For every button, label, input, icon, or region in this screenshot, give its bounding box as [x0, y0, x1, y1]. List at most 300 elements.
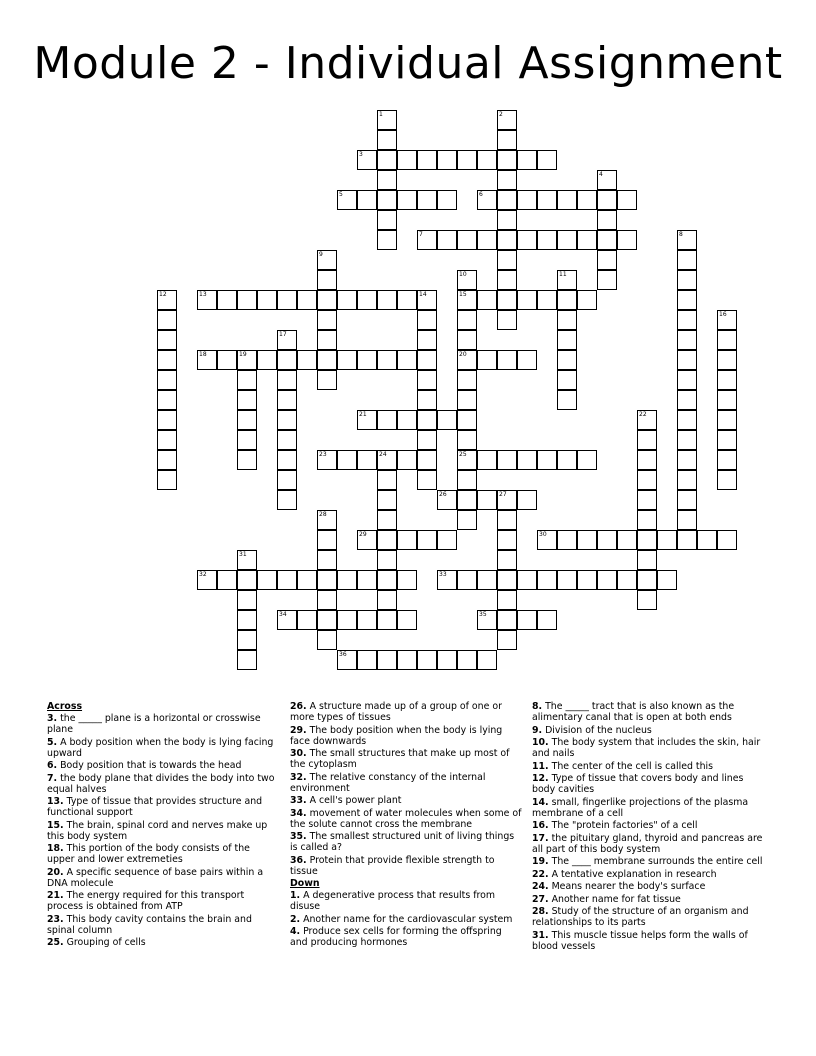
grid-cell[interactable]: [457, 310, 477, 330]
grid-cell[interactable]: [157, 350, 177, 370]
grid-cell[interactable]: [477, 570, 497, 590]
grid-cell[interactable]: [537, 570, 557, 590]
grid-cell[interactable]: [717, 530, 737, 550]
grid-cell[interactable]: [337, 570, 357, 590]
grid-cell[interactable]: [677, 490, 697, 510]
grid-cell[interactable]: [497, 590, 517, 610]
clue-number-17: 17: [279, 331, 287, 338]
clue-item: 26. A structure made up of a group of one or more types of tissues: [290, 701, 502, 723]
grid-cell[interactable]: [557, 390, 577, 410]
grid-cell[interactable]: [397, 150, 417, 170]
grid-cell[interactable]: [557, 450, 577, 470]
clue-number: 13.: [47, 796, 64, 807]
grid-cell[interactable]: [637, 490, 657, 510]
clue-item: 22. A tentative explanation in research: [532, 868, 717, 880]
clue-number: 1.: [290, 890, 301, 901]
clue-number-26: 26: [439, 491, 447, 498]
grid-cell[interactable]: [397, 610, 417, 630]
clue-number: 8.: [532, 701, 543, 712]
grid-cell[interactable]: [417, 190, 437, 210]
grid-cell[interactable]: [517, 490, 537, 510]
grid-cell[interactable]: [317, 630, 337, 650]
grid-cell[interactable]: [397, 650, 417, 670]
clue-number-22: 22: [639, 411, 647, 418]
grid-cell[interactable]: [517, 450, 537, 470]
grid-cell[interactable]: [577, 230, 597, 250]
grid-cell[interactable]: [597, 250, 617, 270]
grid-cell[interactable]: [577, 530, 597, 550]
grid-cell[interactable]: [417, 410, 437, 430]
grid-cell[interactable]: [377, 470, 397, 490]
grid-cell[interactable]: [497, 610, 517, 630]
clue-item: 29. The body position when the body is lying face downwards: [290, 724, 503, 747]
grid-cell[interactable]: [157, 410, 177, 430]
grid-cell[interactable]: [317, 590, 337, 610]
grid-cell[interactable]: [357, 650, 377, 670]
grid-cell[interactable]: [157, 450, 177, 470]
grid-cell[interactable]: [317, 270, 337, 290]
grid-cell[interactable]: [457, 430, 477, 450]
clue-number-31: 31: [239, 551, 247, 558]
grid-cell[interactable]: [377, 510, 397, 530]
clue-number-14: 14: [419, 291, 427, 298]
grid-cell[interactable]: [277, 390, 297, 410]
grid-cell[interactable]: [657, 570, 677, 590]
clue-item: 5. A body position when the body is lying facing upward: [47, 736, 274, 759]
grid-cell[interactable]: [617, 230, 637, 250]
grid-cell[interactable]: [677, 290, 697, 310]
grid-cell[interactable]: [457, 330, 477, 350]
grid-cell[interactable]: [437, 190, 457, 210]
grid-cell[interactable]: [217, 350, 237, 370]
grid-cell[interactable]: [397, 290, 417, 310]
grid-cell[interactable]: [377, 190, 397, 210]
clue-item: 16. The "protein factories" of a cell: [532, 820, 698, 831]
grid-cell[interactable]: [677, 470, 697, 490]
clue-item: 4. Produce sex cells for forming the offspring and producing hormones: [290, 926, 502, 948]
grid-cell[interactable]: [377, 230, 397, 250]
grid-cell[interactable]: [357, 610, 377, 630]
grid-cell[interactable]: [677, 250, 697, 270]
clue-number: 28.: [532, 906, 549, 917]
grid-cell[interactable]: [317, 290, 337, 310]
grid-cell[interactable]: [237, 590, 257, 610]
grid-cell[interactable]: [537, 290, 557, 310]
grid-cell[interactable]: [577, 290, 597, 310]
clue-number-34: 34: [279, 611, 287, 618]
grid-cell[interactable]: [517, 150, 537, 170]
grid-cell[interactable]: [317, 530, 337, 550]
grid-cell[interactable]: [157, 390, 177, 410]
grid-cell[interactable]: [677, 350, 697, 370]
grid-cell[interactable]: [497, 230, 517, 250]
grid-cell[interactable]: [217, 570, 237, 590]
grid-cell[interactable]: [637, 570, 657, 590]
grid-cell[interactable]: [237, 410, 257, 430]
grid-cell[interactable]: [277, 410, 297, 430]
grid-cell[interactable]: [297, 290, 317, 310]
grid-cell[interactable]: [157, 330, 177, 350]
clue-item: 25. Grouping of cells: [47, 937, 146, 948]
clue-number-16: 16: [719, 311, 727, 318]
clue-item: 34. movement of water molecules when some of the solute cannot cross the membrane: [290, 807, 522, 830]
clue-item: 24. Means nearer the body's surface: [532, 881, 706, 892]
grid-cell[interactable]: [497, 250, 517, 270]
clue-item: 30. The small structures that make up most of the cytoplasm: [290, 748, 510, 770]
grid-cell[interactable]: [717, 330, 737, 350]
grid-cell[interactable]: [717, 350, 737, 370]
grid-cell[interactable]: [717, 450, 737, 470]
grid-cell[interactable]: [457, 650, 477, 670]
clue-number: 35.: [290, 831, 307, 842]
grid-cell[interactable]: [677, 530, 697, 550]
grid-cell[interactable]: [457, 390, 477, 410]
grid-cell[interactable]: [337, 350, 357, 370]
grid-cell[interactable]: [677, 450, 697, 470]
clue-item: 10. The body system that includes the skin, hair and nails: [532, 737, 761, 759]
grid-cell[interactable]: [417, 430, 437, 450]
grid-cell[interactable]: [237, 430, 257, 450]
clue-number-33: 33: [439, 571, 447, 578]
grid-cell[interactable]: [717, 410, 737, 430]
grid-cell[interactable]: [417, 450, 437, 470]
clue-number-30: 30: [539, 531, 547, 538]
grid-cell[interactable]: [377, 350, 397, 370]
clue-item: 36. Protein that provide flexible strength to tissue: [290, 854, 495, 877]
grid-cell[interactable]: [457, 410, 477, 430]
grid-cell[interactable]: [477, 490, 497, 510]
grid-cell[interactable]: [557, 570, 577, 590]
grid-cell[interactable]: [317, 570, 337, 590]
grid-cell[interactable]: [557, 330, 577, 350]
grid-cell[interactable]: [377, 650, 397, 670]
clue-header-across: Across: [47, 701, 83, 712]
grid-cell[interactable]: [637, 530, 657, 550]
clue-number-27: 27: [499, 491, 507, 498]
grid-cell[interactable]: [597, 570, 617, 590]
grid-cell[interactable]: [677, 310, 697, 330]
grid-cell[interactable]: [637, 430, 657, 450]
grid-cell[interactable]: [257, 570, 277, 590]
grid-cell[interactable]: [157, 470, 177, 490]
clue-number: 23.: [47, 913, 64, 925]
grid-cell[interactable]: [377, 570, 397, 590]
grid-cell[interactable]: [437, 410, 457, 430]
clue-number-12: 12: [159, 291, 167, 298]
grid-cell[interactable]: [517, 350, 537, 370]
grid-cell[interactable]: [317, 610, 337, 630]
grid-cell[interactable]: [537, 230, 557, 250]
grid-cell[interactable]: [277, 490, 297, 510]
grid-cell[interactable]: [537, 610, 557, 630]
grid-cell[interactable]: [477, 650, 497, 670]
grid-cell[interactable]: [617, 190, 637, 210]
grid-cell[interactable]: [477, 450, 497, 470]
grid-cell[interactable]: [497, 310, 517, 330]
grid-cell[interactable]: [357, 450, 377, 470]
grid-cell[interactable]: [717, 470, 737, 490]
grid-cell[interactable]: [557, 370, 577, 390]
grid-cell[interactable]: [437, 530, 457, 550]
grid-cell[interactable]: [637, 470, 657, 490]
grid-cell[interactable]: [497, 210, 517, 230]
clue-number: 31.: [532, 929, 549, 941]
grid-cell[interactable]: [497, 130, 517, 150]
grid-cell[interactable]: [417, 150, 437, 170]
grid-cell[interactable]: [717, 430, 737, 450]
grid-cell[interactable]: [237, 610, 257, 630]
grid-cell[interactable]: [397, 190, 417, 210]
grid-cell[interactable]: [277, 430, 297, 450]
clue-number-19: 19: [239, 351, 247, 358]
grid-cell[interactable]: [457, 570, 477, 590]
grid-cell[interactable]: [697, 530, 717, 550]
clue-number-10: 10: [459, 271, 467, 278]
clue-number-21: 21: [359, 411, 367, 418]
grid-cell[interactable]: [357, 290, 377, 310]
clue-number: 30.: [290, 748, 307, 759]
grid-cell[interactable]: [717, 390, 737, 410]
clue-number-1: 1: [379, 111, 383, 118]
grid-cell[interactable]: [557, 190, 577, 210]
grid-cell[interactable]: [277, 450, 297, 470]
grid-cell[interactable]: [397, 530, 417, 550]
grid-cell[interactable]: [497, 550, 517, 570]
grid-cell[interactable]: [237, 370, 257, 390]
grid-cell[interactable]: [377, 290, 397, 310]
grid-cell[interactable]: [497, 570, 517, 590]
grid-cell[interactable]: [517, 610, 537, 630]
grid-cell[interactable]: [457, 470, 477, 490]
grid-cell[interactable]: [677, 330, 697, 350]
clue-number-24: 24: [379, 451, 387, 458]
grid-cell[interactable]: [677, 410, 697, 430]
clue-number-32: 32: [199, 571, 207, 578]
grid-cell[interactable]: [517, 290, 537, 310]
grid-cell[interactable]: [477, 290, 497, 310]
grid-cell[interactable]: [497, 450, 517, 470]
clue-item: 9. Division of the nucleus: [532, 724, 652, 736]
grid-cell[interactable]: [277, 290, 297, 310]
grid-cell[interactable]: [597, 230, 617, 250]
grid-cell[interactable]: [497, 270, 517, 290]
grid-cell[interactable]: [357, 190, 377, 210]
grid-cell[interactable]: [157, 310, 177, 330]
grid-cell[interactable]: [157, 370, 177, 390]
clue-item: 8. The _____ tract that is also known as the alimentary canal that is open at both ends: [532, 701, 735, 723]
grid-cell[interactable]: [417, 650, 437, 670]
grid-cell[interactable]: [377, 530, 397, 550]
grid-cell[interactable]: [497, 510, 517, 530]
clue-number: 7.: [47, 772, 58, 784]
grid-cell[interactable]: [537, 190, 557, 210]
grid-cell[interactable]: [377, 130, 397, 150]
clue-item: 31. This muscle tissue helps form the walls of blood vessels: [532, 929, 748, 952]
grid-cell[interactable]: [517, 230, 537, 250]
grid-cell[interactable]: [597, 270, 617, 290]
grid-cell[interactable]: [497, 150, 517, 170]
grid-cell[interactable]: [157, 430, 177, 450]
grid-cell[interactable]: [297, 570, 317, 590]
grid-cell[interactable]: [457, 510, 477, 530]
grid-cell[interactable]: [277, 570, 297, 590]
grid-cell[interactable]: [297, 350, 317, 370]
grid-cell[interactable]: [277, 370, 297, 390]
grid-cell[interactable]: [557, 350, 577, 370]
clue-item: 27. Another name for fat tissue: [532, 893, 681, 905]
grid-cell[interactable]: [317, 330, 337, 350]
grid-cell[interactable]: [637, 510, 657, 530]
grid-cell[interactable]: [497, 190, 517, 210]
grid-cell[interactable]: [597, 190, 617, 210]
grid-cell[interactable]: [377, 210, 397, 230]
grid-cell[interactable]: [677, 510, 697, 530]
grid-cell[interactable]: [277, 470, 297, 490]
clue-item: 32. The relative constancy of the internal environment: [290, 771, 486, 794]
grid-cell[interactable]: [397, 570, 417, 590]
grid-cell[interactable]: [437, 150, 457, 170]
grid-cell[interactable]: [677, 390, 697, 410]
grid-cell[interactable]: [477, 350, 497, 370]
grid-cell[interactable]: [277, 350, 297, 370]
grid-cell[interactable]: [377, 170, 397, 190]
grid-cell[interactable]: [717, 370, 737, 390]
grid-cell[interactable]: [237, 290, 257, 310]
grid-cell[interactable]: [317, 350, 337, 370]
clue-number: 24.: [532, 881, 549, 892]
grid-cell[interactable]: [397, 450, 417, 470]
grid-cell[interactable]: [377, 550, 397, 570]
grid-cell[interactable]: [657, 530, 677, 550]
grid-cell[interactable]: [677, 270, 697, 290]
grid-cell[interactable]: [437, 650, 457, 670]
grid-cell[interactable]: [237, 570, 257, 590]
clue-item: 3. the _____ plane is a horizontal or crosswise plane: [47, 713, 261, 735]
clue-number: 33.: [290, 795, 307, 806]
grid-cell[interactable]: [237, 630, 257, 650]
grid-cell[interactable]: [537, 450, 557, 470]
clue-number: 12.: [532, 773, 549, 784]
clue-item: 6. Body position that is towards the head: [47, 760, 242, 771]
grid-cell[interactable]: [417, 470, 437, 490]
grid-cell[interactable]: [597, 530, 617, 550]
clue-item: 2. Another name for the cardiovascular system: [290, 913, 513, 925]
grid-cell[interactable]: [257, 350, 277, 370]
clue-number: 15.: [47, 819, 64, 831]
clue-number: 26.: [290, 701, 307, 712]
grid-cell[interactable]: [637, 450, 657, 470]
grid-cell[interactable]: [617, 530, 637, 550]
grid-cell[interactable]: [577, 190, 597, 210]
grid-cell[interactable]: [457, 230, 477, 250]
grid-cell[interactable]: [497, 290, 517, 310]
clue-number: 34.: [290, 807, 307, 819]
grid-cell[interactable]: [477, 150, 497, 170]
grid-cell[interactable]: [377, 410, 397, 430]
grid-cell[interactable]: [357, 570, 377, 590]
grid-cell[interactable]: [677, 430, 697, 450]
grid-cell[interactable]: [617, 570, 637, 590]
grid-cell[interactable]: [417, 390, 437, 410]
grid-cell[interactable]: [557, 290, 577, 310]
clue-number-20: 20: [459, 351, 467, 358]
grid-cell[interactable]: [637, 590, 657, 610]
clue-number: 14.: [532, 796, 549, 808]
grid-cell[interactable]: [417, 310, 437, 330]
clue-item: 33. A cell's power plant: [290, 795, 402, 806]
grid-cell[interactable]: [497, 170, 517, 190]
grid-cell[interactable]: [417, 350, 437, 370]
grid-cell[interactable]: [317, 310, 337, 330]
grid-cell[interactable]: [677, 370, 697, 390]
grid-cell[interactable]: [497, 530, 517, 550]
grid-cell[interactable]: [237, 650, 257, 670]
grid-cell[interactable]: [517, 570, 537, 590]
grid-cell[interactable]: [397, 410, 417, 430]
clue-number-6: 6: [479, 191, 483, 198]
clue-item: 20. A specific sequence of base pairs within a DNA molecule: [47, 866, 264, 889]
grid-cell[interactable]: [497, 350, 517, 370]
grid-cell[interactable]: [577, 450, 597, 470]
grid-cell[interactable]: [397, 350, 417, 370]
grid-cell[interactable]: [417, 370, 437, 390]
grid-cell[interactable]: [317, 370, 337, 390]
grid-cell[interactable]: [557, 230, 577, 250]
grid-cell[interactable]: [297, 610, 317, 630]
grid-cell[interactable]: [557, 310, 577, 330]
grid-cell[interactable]: [377, 590, 397, 610]
clue-number: 32.: [290, 771, 307, 783]
clue-number: 19.: [532, 856, 549, 867]
grid-cell[interactable]: [337, 450, 357, 470]
clue-number: 27.: [532, 893, 549, 905]
grid-cell[interactable]: [377, 150, 397, 170]
clue-item: 14. small, fingerlike projections of the plasma membrane of a cell: [532, 796, 749, 819]
grid-cell[interactable]: [577, 570, 597, 590]
grid-cell[interactable]: [357, 350, 377, 370]
grid-cell[interactable]: [477, 230, 497, 250]
grid-cell[interactable]: [377, 610, 397, 630]
grid-cell[interactable]: [417, 330, 437, 350]
grid-cell[interactable]: [517, 190, 537, 210]
grid-cell[interactable]: [637, 550, 657, 570]
grid-cell[interactable]: [337, 290, 357, 310]
clue-item: 7. the body plane that divides the body into two equal halves: [47, 772, 275, 795]
grid-cell[interactable]: [537, 150, 557, 170]
grid-cell[interactable]: [457, 370, 477, 390]
grid-cell[interactable]: [237, 390, 257, 410]
grid-cell[interactable]: [457, 490, 477, 510]
grid-cell[interactable]: [497, 630, 517, 650]
clue-item: 28. Study of the structure of an organism and relationships to its parts: [532, 906, 749, 928]
grid-cell[interactable]: [597, 210, 617, 230]
grid-cell[interactable]: [437, 230, 457, 250]
grid-cell[interactable]: [337, 610, 357, 630]
grid-cell[interactable]: [557, 530, 577, 550]
clue-item: 12. Type of tissue that covers body and lines body cavities: [532, 773, 744, 795]
clue-number: 11.: [532, 760, 549, 772]
clue-number: 22.: [532, 868, 549, 880]
clue-item: 15. The brain, spinal cord and nerves make up this body system: [47, 819, 268, 842]
grid-cell[interactable]: [317, 550, 337, 570]
grid-cell[interactable]: [217, 290, 237, 310]
grid-cell[interactable]: [377, 490, 397, 510]
grid-cell[interactable]: [257, 290, 277, 310]
grid-cell[interactable]: [457, 150, 477, 170]
grid-cell[interactable]: [237, 450, 257, 470]
clue-item: 19. The ____ membrane surrounds the entire cell: [532, 856, 763, 867]
grid-cell[interactable]: [417, 530, 437, 550]
